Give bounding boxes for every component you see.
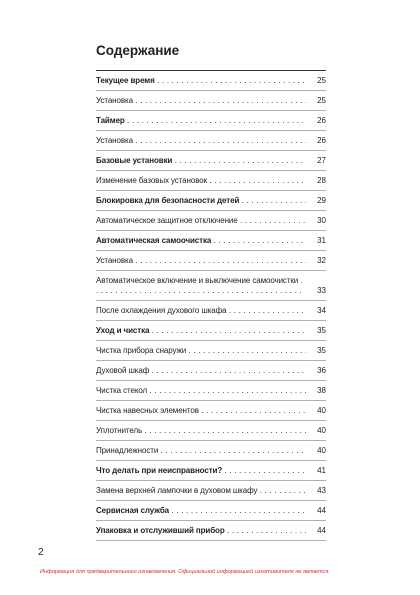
toc-leader-dots: [222, 466, 306, 475]
toc-entry-page: 36: [317, 366, 326, 375]
toc-entry-title: Автоматическое включение и выключение самоочистки: [96, 276, 299, 285]
toc-entry-page: 44: [317, 506, 326, 515]
toc-entry[interactable]: [96, 481, 326, 501]
toc-entry-title: Уплотнитель: [96, 426, 143, 435]
toc-entry[interactable]: [96, 151, 326, 171]
toc-entry-page: 26: [317, 116, 326, 125]
toc-entry[interactable]: [96, 381, 326, 401]
toc-leader-dots: [133, 136, 306, 145]
toc-entry-title: Установка: [96, 256, 133, 265]
toc-entry-title: Таймер: [96, 116, 125, 125]
toc-leader-dots: [133, 96, 306, 105]
toc-leader-dots: [169, 506, 306, 515]
toc-entry-page: 40: [317, 426, 326, 435]
toc-entry[interactable]: [96, 341, 326, 361]
toc-entry[interactable]: [96, 211, 326, 231]
toc-entry-page: 30: [317, 216, 326, 225]
toc-entry-label: [96, 276, 306, 296]
toc-entry-page: 32: [317, 256, 326, 265]
toc-entry-label: [96, 446, 306, 456]
toc-entry[interactable]: [96, 111, 326, 131]
toc-entry-page: 35: [317, 326, 326, 335]
toc-entry-page: 26: [317, 136, 326, 145]
toc-entry-title: Установка: [96, 136, 133, 145]
toc-entry-label: [96, 346, 306, 356]
toc-entry-label: [96, 196, 306, 206]
toc-entry-page: 41: [317, 466, 326, 475]
toc-entry[interactable]: [96, 321, 326, 341]
toc-entry-label: [96, 306, 306, 316]
toc-entry-title: Чистка навесных элементов: [96, 406, 199, 415]
toc-entry-label: [96, 96, 306, 106]
toc-entry-title: Упаковка и отслуживший прибор: [96, 526, 225, 535]
toc-entry-label: [96, 486, 306, 496]
toc-entry[interactable]: [96, 301, 326, 321]
toc-leader-dots: [186, 346, 306, 355]
toc-leader-dots: [142, 426, 306, 435]
toc-entry-label: [96, 526, 306, 536]
toc-leader-dots: [133, 256, 306, 265]
toc-entry[interactable]: [96, 521, 326, 541]
toc-leader-dots: [239, 196, 306, 205]
toc-leader-dots: [199, 406, 306, 415]
toc-entry-title: Установка: [96, 96, 133, 105]
toc-entry-page: 38: [317, 386, 326, 395]
toc-entry-label: [96, 156, 306, 166]
toc-entry-title: Духовой шкаф: [96, 366, 150, 375]
toc-entry-page: 44: [317, 526, 326, 535]
toc-entry[interactable]: [96, 501, 326, 521]
toc-entry-page: 29: [317, 196, 326, 205]
toc-entry-page: 31: [317, 236, 326, 245]
toc-entry-title: Автоматическая самоочистка: [96, 236, 212, 245]
toc-entry-title: Сервисная служба: [96, 506, 170, 515]
toc-leader-dots: [155, 76, 306, 85]
toc-entry-title: Текущее время: [96, 76, 155, 85]
toc-entry-label: [96, 236, 306, 246]
toc-entry-label: [96, 256, 306, 266]
toc-entry[interactable]: [96, 91, 326, 111]
toc-entry-label: [96, 76, 306, 86]
toc-entry-label: [96, 326, 306, 336]
disclaimer-note: Информация для предварительного ознакомления. Официальной информацией изготовителя не является.: [40, 569, 330, 575]
toc-leader-dots: [225, 526, 306, 535]
toc-entry-page: 28: [317, 176, 326, 185]
toc-entry-page: 43: [317, 486, 326, 495]
toc-entry[interactable]: [96, 251, 326, 271]
toc-leader-dots: [257, 486, 306, 495]
toc-leader-dots: [207, 176, 306, 185]
toc-entry-title: Принадлежности: [96, 446, 159, 455]
toc-entry-label: [96, 426, 306, 436]
toc-entry[interactable]: [96, 71, 326, 91]
toc-entry-label: [96, 406, 306, 416]
toc-entry-title: Изменение базовых установок: [96, 176, 208, 185]
toc-entry-label: [96, 116, 306, 126]
toc-entry[interactable]: [96, 231, 326, 251]
toc-entry-title: После охлаждения духового шкафа: [96, 306, 227, 315]
toc-entry[interactable]: [96, 421, 326, 441]
toc-entry-label: [96, 466, 306, 476]
toc-leader-dots: [158, 446, 306, 455]
toc-entry-title: Автоматическое защитное отключение: [96, 216, 238, 225]
toc-entry[interactable]: [96, 361, 326, 381]
toc-entry-page: 35: [317, 346, 326, 355]
toc-entry-title: Чистка стекол: [96, 386, 148, 395]
toc-entry-title: Базовые установки: [96, 156, 173, 165]
toc-entry-page: 34: [317, 306, 326, 315]
toc-leader-dots: [149, 366, 306, 375]
toc-entry-title: Чистка прибора снаружи: [96, 346, 187, 355]
toc-leader-dots: [172, 156, 306, 165]
toc-leader-dots: [125, 116, 306, 125]
toc-entry-label: [96, 136, 306, 146]
toc-entry[interactable]: [96, 171, 326, 191]
toc-leader-dots: [149, 326, 306, 335]
toc-leader-dots: [238, 216, 306, 225]
toc-entry-page: 33: [317, 286, 326, 295]
toc-entry[interactable]: [96, 131, 326, 151]
page-number: 2: [38, 547, 44, 558]
toc-entry-label: [96, 176, 306, 186]
toc-entry-label: [96, 506, 306, 516]
page-title: Содержание: [96, 43, 180, 58]
toc-entry[interactable]: [96, 191, 326, 211]
toc-entry[interactable]: [96, 461, 326, 481]
toc-entry-title: Что делать при неисправности?: [96, 466, 223, 475]
toc-leader-dots: [226, 306, 306, 315]
toc-entry-title: Замена верхней лампочки в духовом шкафу: [96, 486, 258, 495]
toc-entry[interactable]: [96, 401, 326, 421]
toc-entry[interactable]: [96, 441, 326, 461]
toc-entry-page: 27: [317, 156, 326, 165]
toc-entry-label: [96, 216, 306, 226]
toc-entry-label: [96, 386, 306, 396]
toc-entry-page: 40: [317, 406, 326, 415]
table-of-contents: [96, 70, 326, 541]
toc-entry[interactable]: [96, 271, 326, 301]
toc-entry-page: 25: [317, 96, 326, 105]
toc-entry-label: [96, 366, 306, 376]
toc-entry-title: Уход и чистка: [96, 326, 150, 335]
toc-entry-page: 25: [317, 76, 326, 85]
toc-entry-title: Блокировка для безопасности детей: [96, 196, 240, 205]
toc-entry-page: 40: [317, 446, 326, 455]
toc-leader-dots: [147, 386, 306, 395]
toc-leader-dots: [211, 236, 306, 245]
